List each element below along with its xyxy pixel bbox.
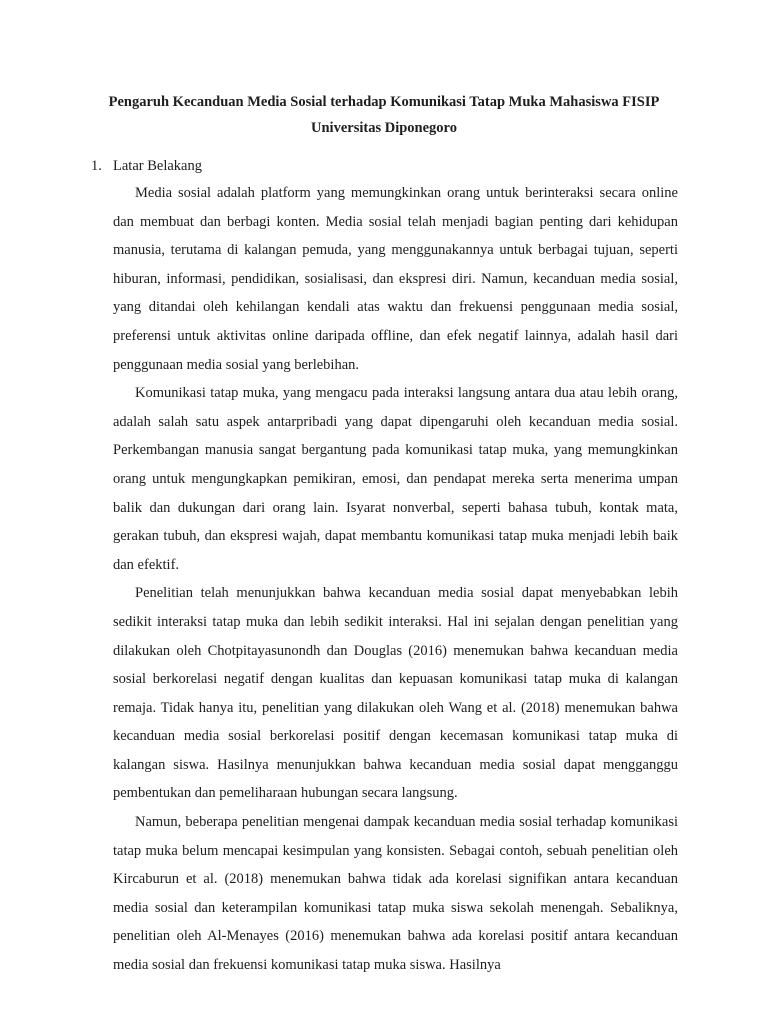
paragraph-2: Komunikasi tatap muka, yang mengacu pada interaksi langsung antara dua atau lebih orang, adalah salah satu aspek antarpribadi yang dapat dipengaruhi oleh kecanduan media sosial. Perkembangan manusia sangat bergantung pada komunikasi tatap muka, yang memungkinkan orang untuk mengungkapkan pemikiran, emosi, dan pendapat mereka serta menerima umpan balik dan dukungan dari orang lain. Isyarat nonverbal, seperti bahasa tubuh, kontak mata, gerakan tubuh, dan ekspresi wajah, dapat membantu komunikasi tatap muka menjadi lebih baik dan efektif. xyxy=(113,385,678,573)
paragraph-3: Penelitian telah menunjukkan bahwa kecanduan media sosial dapat menyebabkan lebih sedikit interaksi tatap muka dan lebih sedikit interaksi. Hal ini sejalan dengan penelitian yang dilakukan oleh Chotpitayasunondh dan Douglas (2016) menemukan bahwa kecanduan media sosial berkorelasi negatif dengan kualitas dan kepuasan komunikasi tatap muka di kalangan remaja. Tidak hanya itu, penelitian yang dilakukan oleh Wang et al. (2018) menemukan bahwa kecanduan media sosial berkorelasi positif dengan kecemasan komunikasi tatap muka di kalangan siswa. Hasilnya menunjukkan bahwa kecanduan media sosial dapat mengganggu pembentukan dan pemeliharaan hubungan secara langsung. xyxy=(113,585,678,802)
section-heading-text: Latar Belakang xyxy=(113,158,202,174)
title-line-1: Pengaruh Kecanduan Media Sosial terhadap Komunikasi Tatap Muka Mahasiswa FISIP xyxy=(108,94,660,110)
paragraph-1: Media sosial adalah platform yang memungkinkan orang untuk berinteraksi secara online dan membuat dan berbagi konten. Media sosial telah menjadi bagian penting dari kehidupan manusia, terutama di kalangan pemuda, yang menggunakannya untuk berbagai tujuan, seperti hiburan, informasi, pendidikan, sosialisasi, dan ekspresi diri. Namun, kecanduan media sosial, yang ditandai oleh kehilangan kendali atas waktu dan frekuensi penggunaan media sosial, preferensi untuk aktivitas online daripada offline, dan efek negatif lainnya, adalah hasil dari penggunaan media sosial yang berlebihan. xyxy=(113,185,678,373)
section-heading xyxy=(91,153,202,179)
document-title xyxy=(80,89,688,141)
document-body xyxy=(113,179,678,980)
paragraph-4: Namun, beberapa penelitian mengenai dampak kecanduan media sosial terhadap komunikasi tatap muka belum mencapai kesimpulan yang konsisten. Sebagai contoh, sebuah penelitian oleh Kircaburun et al. (2018) menemukan bahwa tidak ada korelasi signifikan antara kecanduan media sosial dan keterampilan komunikasi tatap muka siswa sekolah menengah. Sebaliknya, penelitian oleh Al-Menayes (2016) menemukan bahwa ada korelasi positif antara kecanduan media sosial dan frekuensi komunikasi tatap muka siswa. Hasilnya xyxy=(113,814,678,974)
title-line-2: Universitas Diponegoro xyxy=(311,120,457,136)
section-number: 1. xyxy=(91,158,102,174)
